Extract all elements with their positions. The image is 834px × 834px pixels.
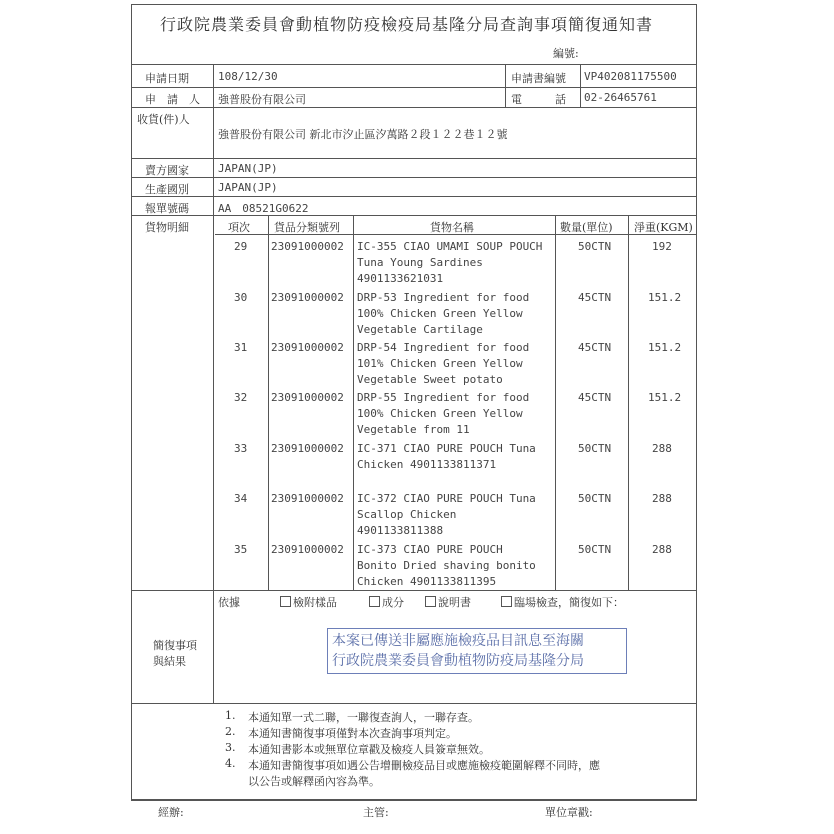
reply-section-label: 簡復事項 (153, 639, 197, 652)
item-no: 34 (234, 492, 248, 505)
serial-label: 編號: (553, 47, 579, 60)
seller-country-value: JAPAN(JP) (218, 162, 278, 175)
item-code: 23091000002 (271, 442, 344, 455)
note-num: 2. (225, 725, 236, 738)
item-qty: 45CTN (578, 291, 612, 304)
item-name-line: Vegetable Cartilage (357, 323, 483, 336)
note-text: 本通知書影本或無單位章戳及檢疫人員簽章無效。 (248, 743, 490, 756)
item-name-line: 100% Chicken Green Yellow (357, 407, 523, 420)
note-num: 4. (225, 757, 236, 770)
phone-value: 02-26465761 (584, 91, 657, 104)
rule (131, 87, 697, 88)
item-no: 33 (234, 442, 248, 455)
rule (213, 64, 214, 703)
seller-country-label: 賣方國家 (145, 164, 189, 177)
option-ingredient: 成分 (369, 594, 404, 610)
note-text: 本通知書簡復事項僅對本次查詢事項判定。 (248, 727, 457, 740)
applicant-value: 強普股份有限公司 (218, 93, 306, 106)
item-name-line: DRP-55 Ingredient for food (357, 391, 530, 404)
rule (505, 64, 506, 107)
app-no-label: 申請書編號 (511, 72, 566, 85)
item-qty: 50CTN (578, 543, 612, 556)
item-name-line: Bonito Dried shaving bonito (357, 559, 536, 572)
option-onsite: 臨場檢查，簡復如下： (501, 594, 624, 610)
rule (131, 158, 697, 159)
item-qty: 50CTN (578, 492, 612, 505)
unit-stamp-label: 單位章戳: (545, 806, 593, 819)
item-weight: 288 (652, 492, 672, 505)
item-weight: 151.2 (648, 291, 682, 304)
rule (131, 215, 697, 216)
note-num: 3. (225, 741, 236, 754)
item-name-line: DRP-54 Ingredient for food (357, 341, 530, 354)
customs-stamp: 本案已傳送非屬應施檢疫品目訊息至海關 行政院農業委員會動植物防疫局基隆分局 (327, 628, 627, 674)
rule (580, 64, 581, 107)
item-no: 30 (234, 291, 248, 304)
rule (628, 215, 629, 590)
consignee-label: 收貨(件)人 (137, 113, 190, 126)
item-weight: 151.2 (648, 391, 682, 404)
item-code: 23091000002 (271, 240, 344, 253)
item-name-line: 4901133811388 (357, 524, 444, 537)
supervisor-label: 主管: (363, 806, 389, 819)
col-header-name: 貨物名稱 (430, 221, 474, 234)
item-weight: 192 (652, 240, 672, 253)
rule (353, 215, 354, 590)
item-name-line: 4901133621031 (357, 272, 444, 285)
item-name-line: 101% Chicken Green Yellow (357, 357, 523, 370)
item-weight: 288 (652, 543, 672, 556)
item-code: 23091000002 (271, 291, 344, 304)
item-name-line: DRP-53 Ingredient for food (357, 291, 530, 304)
item-code: 23091000002 (271, 341, 344, 354)
rule (131, 177, 697, 178)
checkbox-onsite (501, 596, 512, 607)
consignee-value: 強普股份有限公司 新北市汐止區汐萬路２段１２２巷１２號 (218, 128, 508, 141)
col-header-item: 項次 (228, 221, 250, 234)
col-header-qty: 數量(單位) (560, 221, 613, 234)
item-no: 32 (234, 391, 248, 404)
document-title: 行政院農業委員會動植物防疫檢疫局基隆分局查詢事項簡復通知書 (160, 15, 654, 34)
item-name-line: IC-355 CIAO UMAMI SOUP POUCH (357, 240, 543, 253)
rule (131, 800, 697, 801)
item-name-line: 100% Chicken Green Yellow (357, 307, 523, 320)
origin-country-label: 生產國別 (145, 183, 189, 196)
rule (131, 703, 697, 704)
app-no-value: VP402081175500 (584, 70, 677, 83)
apply-date-label: 申請日期 (145, 72, 189, 85)
declaration-no-label: 報單號碼 (145, 202, 189, 215)
rule (131, 107, 697, 108)
item-qty: 50CTN (578, 442, 612, 455)
note-num: 1. (225, 709, 236, 722)
item-code: 23091000002 (271, 391, 344, 404)
item-qty: 45CTN (578, 391, 612, 404)
rule (131, 590, 697, 591)
item-code: 23091000002 (271, 492, 344, 505)
checkbox-ingredient (369, 596, 380, 607)
goods-detail-label: 貨物明細 (145, 221, 189, 234)
item-name-line: Vegetable Sweet potato (357, 373, 503, 386)
option-sample: 檢附樣品 (280, 594, 337, 610)
note-text: 本通知單一式二聯，一聯復查詢人，一聯存查。 (248, 711, 479, 724)
item-no: 35 (234, 543, 248, 556)
applicant-label: 申 請 人 (145, 93, 200, 106)
checkbox-sample (280, 596, 291, 607)
item-name-line: IC-371 CIAO PURE POUCH Tuna (357, 442, 536, 455)
item-qty: 50CTN (578, 240, 612, 253)
item-name-line: Chicken 4901133811395 (357, 575, 497, 588)
reply-section-label-2: 與結果 (153, 655, 186, 668)
handler-label: 經辦: (158, 806, 184, 819)
note-text-cont: 以公告或解釋函內容為準。 (248, 775, 380, 788)
item-name-line: IC-373 CIAO PURE POUCH (357, 543, 503, 556)
rule (268, 215, 269, 590)
item-no: 31 (234, 341, 248, 354)
col-header-code: 貨品分類號列 (274, 221, 340, 234)
item-name-line: Chicken 4901133811371 (357, 458, 497, 471)
rule (131, 64, 697, 65)
col-header-weight: 淨重(KGM) (634, 221, 693, 234)
item-code: 23091000002 (271, 543, 344, 556)
item-name-line: IC-372 CIAO PURE POUCH Tuna (357, 492, 536, 505)
option-manual: 說明書 (425, 594, 471, 610)
rule (555, 215, 556, 590)
checkbox-manual (425, 596, 436, 607)
item-weight: 288 (652, 442, 672, 455)
basis-label: 依據 (218, 596, 240, 609)
item-weight: 151.2 (648, 341, 682, 354)
rule (131, 196, 697, 197)
item-name-line: Scallop Chicken (357, 508, 457, 521)
origin-country-value: JAPAN(JP) (218, 181, 278, 194)
item-no: 29 (234, 240, 248, 253)
apply-date-value: 108/12/30 (218, 70, 278, 83)
declaration-no-value: AA 08521G0622 (218, 202, 309, 215)
item-name-line: Vegetable from 11 (357, 423, 470, 436)
phone-label: 電 話 (511, 93, 566, 106)
note-text: 本通知書簡復事項如遇公告增刪檢疫品目或應施檢疫範圍解釋不同時，應 (248, 759, 600, 772)
item-qty: 45CTN (578, 341, 612, 354)
item-name-line: Tuna Young Sardines (357, 256, 483, 269)
